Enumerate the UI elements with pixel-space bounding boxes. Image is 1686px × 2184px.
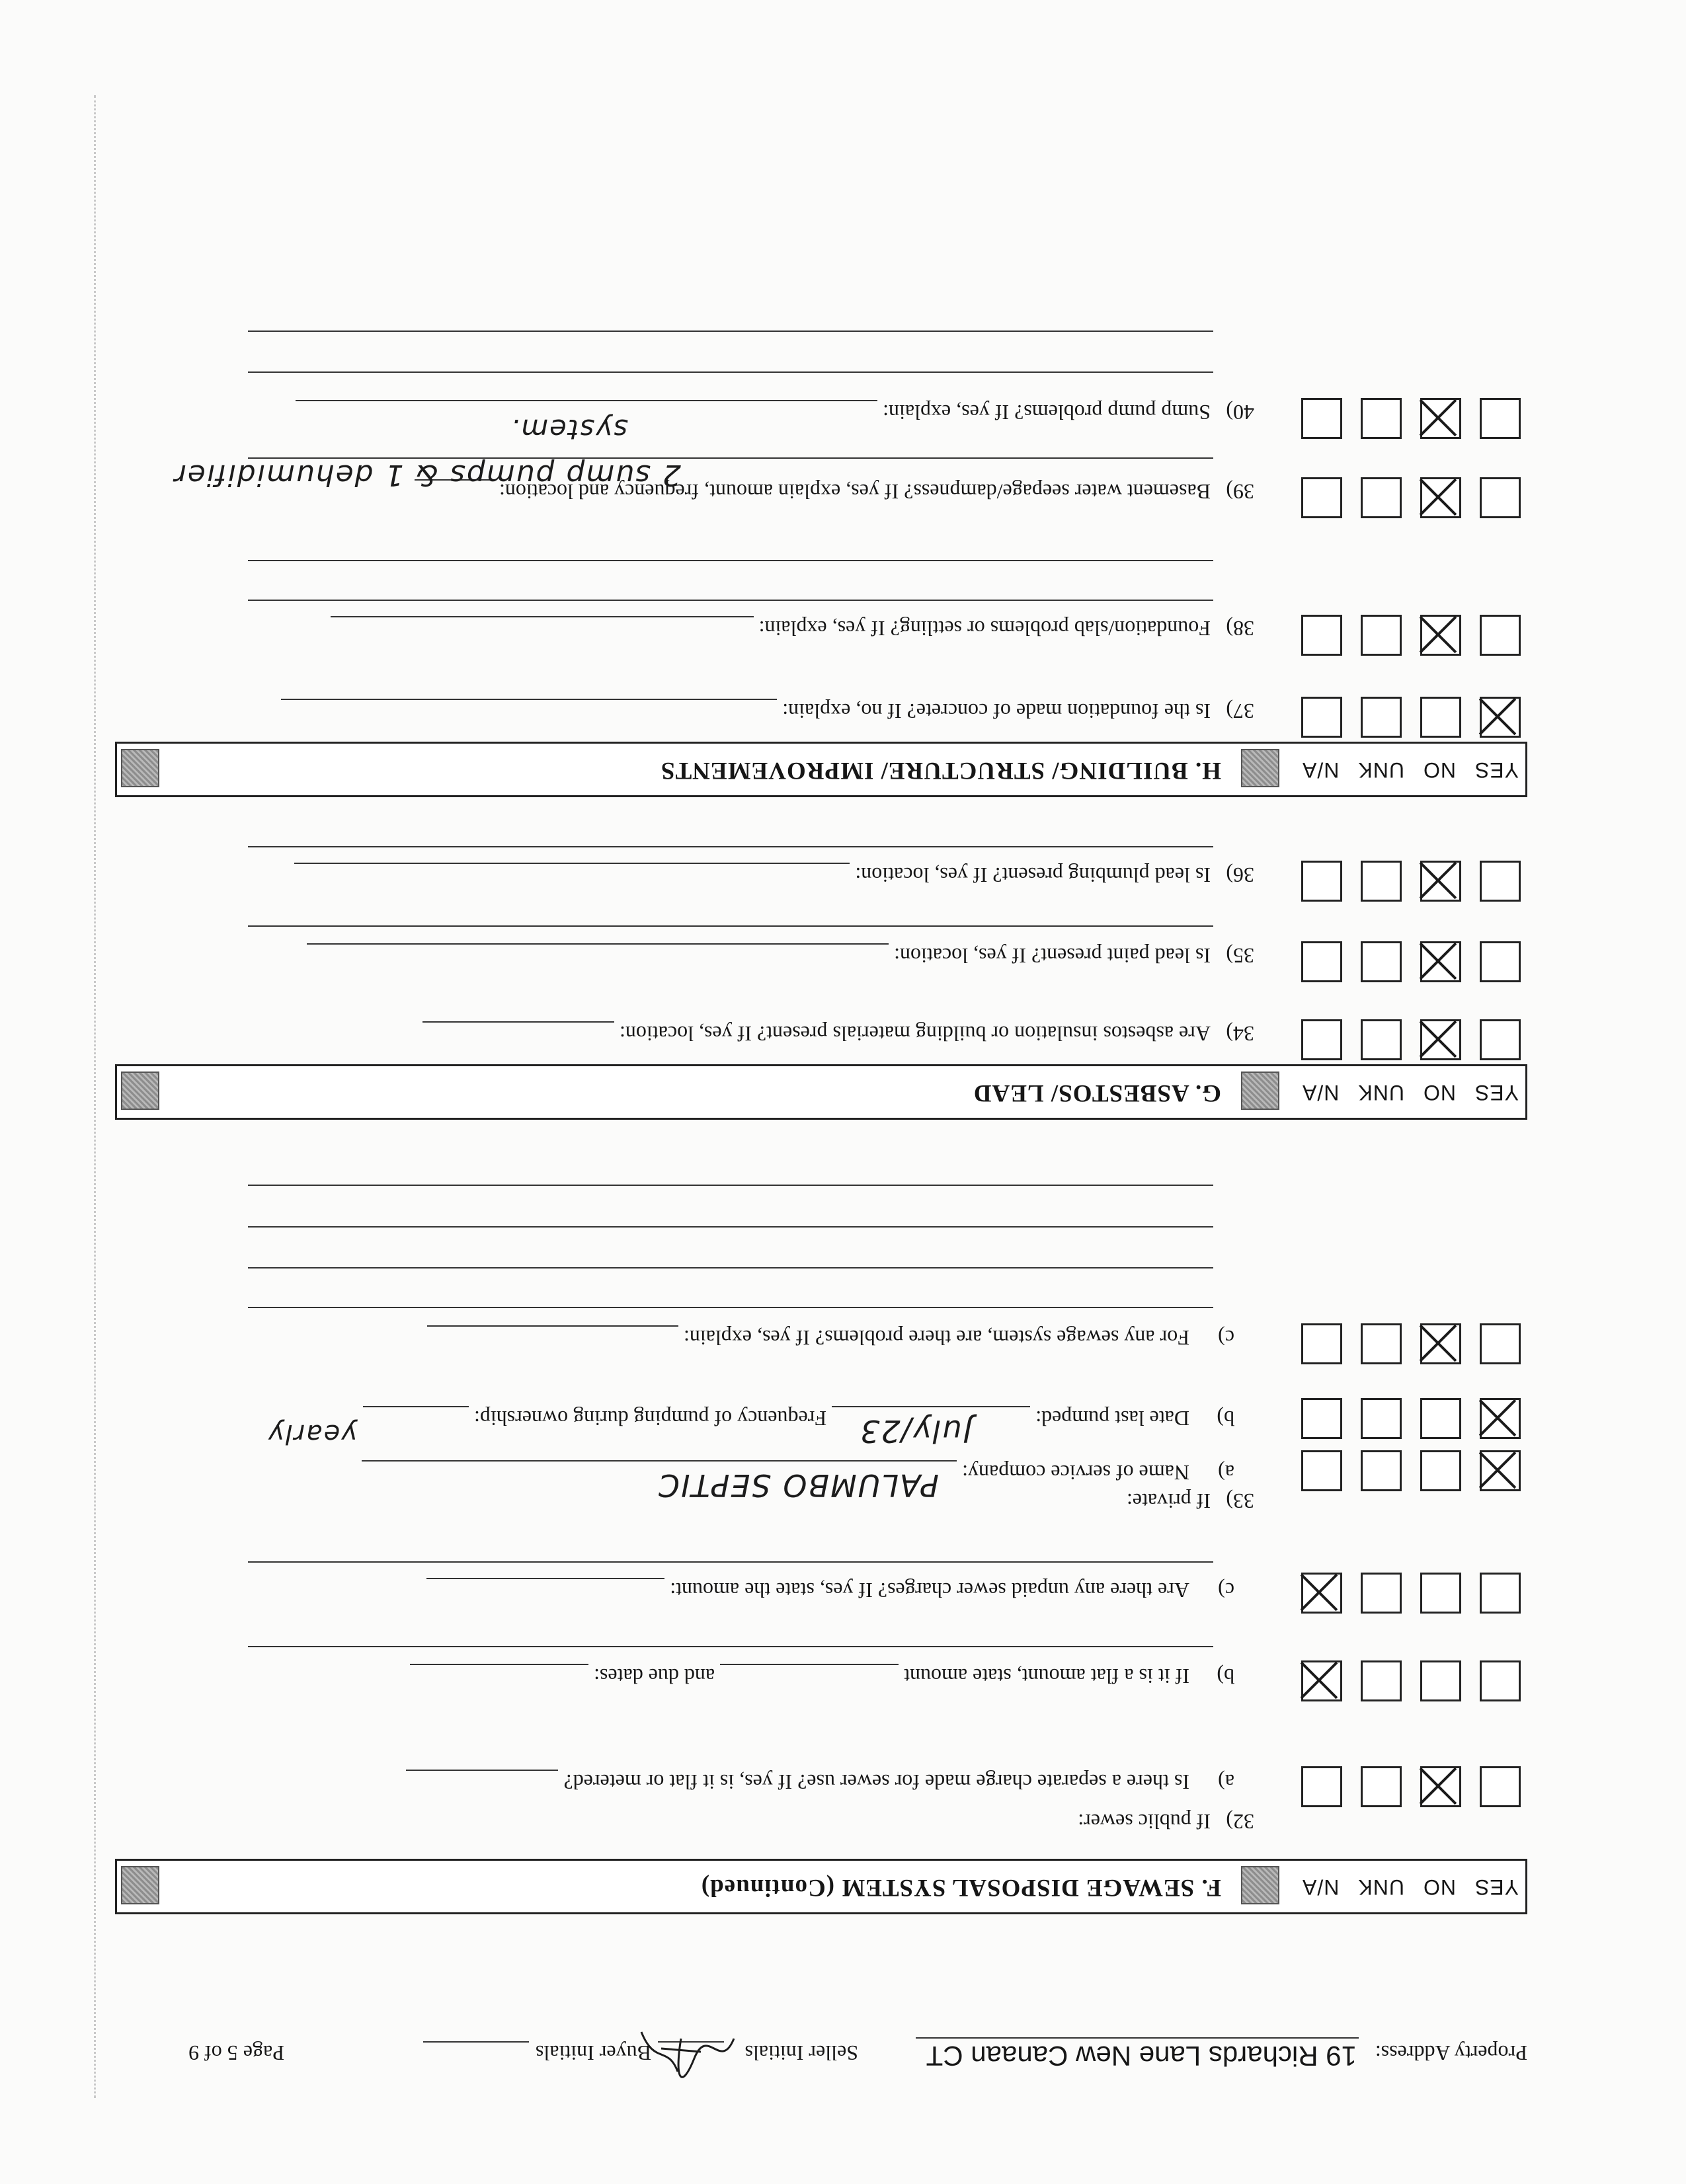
q38-no-checkbox[interactable]	[1420, 615, 1461, 656]
q37-question: 37)Is the foundation made of concrete? If no, explain:	[281, 699, 1254, 723]
q33c-no-checkbox[interactable]	[1420, 1323, 1461, 1364]
q34-unk-checkbox[interactable]	[1361, 1019, 1402, 1060]
q33b-yes-checkbox[interactable]	[1480, 1398, 1521, 1439]
q40-yes-checkbox[interactable]	[1480, 398, 1521, 439]
col-no: NO	[1422, 1875, 1456, 1899]
q33a-question: a)Name of service company:	[362, 1460, 1254, 1485]
q35-unk-checkbox[interactable]	[1361, 941, 1402, 982]
handwritten-service-company: PALUMBO SEPTIC	[657, 1467, 939, 1503]
q36-extra-line[interactable]	[248, 846, 1213, 847]
section-g-shade-left	[1241, 1072, 1279, 1110]
property-address-label: Property Address:	[1375, 2041, 1527, 2065]
q34-yes-checkbox[interactable]	[1480, 1019, 1521, 1060]
q34-na-checkbox[interactable]	[1301, 1019, 1342, 1060]
q38-answer-line[interactable]	[331, 616, 754, 637]
q32c-yes-checkbox[interactable]	[1480, 1573, 1521, 1614]
section-h-shade-right	[121, 749, 159, 787]
q40-line-1[interactable]	[248, 371, 1213, 373]
q33a-yes-checkbox[interactable]	[1480, 1450, 1521, 1491]
buyer-initials-line	[423, 2041, 529, 2043]
q37-na-checkbox[interactable]	[1301, 697, 1342, 738]
q39-question: 39)Basement water seepage/dampness? If yes, explain amount, frequency and location:	[415, 479, 1254, 504]
q39-na-checkbox[interactable]	[1301, 477, 1342, 518]
q37-no-checkbox[interactable]	[1420, 697, 1461, 738]
q35-na-checkbox[interactable]	[1301, 941, 1342, 982]
q32c-amount-line[interactable]	[426, 1578, 664, 1599]
q33c-unk-checkbox[interactable]	[1361, 1323, 1402, 1364]
q40-line-2[interactable]	[248, 331, 1213, 332]
q33b-unk-checkbox[interactable]	[1361, 1398, 1402, 1439]
q36-answer-line[interactable]	[294, 863, 850, 884]
q32a-no-checkbox[interactable]	[1420, 1766, 1461, 1807]
q33b-na-checkbox[interactable]	[1301, 1398, 1342, 1439]
col-no: NO	[1422, 758, 1456, 782]
q33b-question: b)Date last pumped:Frequency of pumping during ownership:	[363, 1406, 1254, 1430]
q33b-frequency-line[interactable]	[363, 1406, 469, 1427]
handwritten-frequency: yearly	[266, 1419, 357, 1449]
handwritten-date-last-pumped: July/23	[859, 1413, 972, 1449]
q36-na-checkbox[interactable]	[1301, 861, 1342, 902]
scan-edge-mark	[91, 95, 96, 2098]
q33c-answer-line[interactable]	[427, 1325, 678, 1346]
q32c-na-checkbox[interactable]	[1301, 1573, 1342, 1614]
q36-unk-checkbox[interactable]	[1361, 861, 1402, 902]
q33c-line-1[interactable]	[248, 1307, 1213, 1308]
q32-label: 32)If public sewer:	[1078, 1810, 1254, 1834]
q32a-unk-checkbox[interactable]	[1361, 1766, 1402, 1807]
q32a-yes-checkbox[interactable]	[1480, 1766, 1521, 1807]
seller-initials-signature	[635, 2012, 741, 2085]
q38-na-checkbox[interactable]	[1301, 615, 1342, 656]
q33b-no-checkbox[interactable]	[1420, 1398, 1461, 1439]
q32c-extra-line[interactable]	[248, 1561, 1213, 1563]
section-h-shade-left	[1241, 749, 1279, 787]
col-unk: UNK	[1357, 758, 1404, 782]
q32c-no-checkbox[interactable]	[1420, 1573, 1461, 1614]
q32c-question: c)Are there any unpaid sewer charges? If yes, state the amount:	[426, 1578, 1254, 1602]
q35-question: 35)Is lead paint present? If yes, location:	[307, 943, 1254, 968]
col-unk: UNK	[1357, 1875, 1404, 1899]
q33-label: 33)If private:	[1126, 1489, 1254, 1513]
q39-no-checkbox[interactable]	[1420, 477, 1461, 518]
q38-unk-checkbox[interactable]	[1361, 615, 1402, 656]
q40-question: 40)Sump pump problems? If yes, explain:	[296, 400, 1254, 424]
answer-columns	[1302, 1875, 1519, 1899]
q33c-yes-checkbox[interactable]	[1480, 1323, 1521, 1364]
q37-unk-checkbox[interactable]	[1361, 697, 1402, 738]
page-number: Page 5 of 9	[188, 2041, 284, 2065]
col-yes: YES	[1474, 758, 1519, 782]
q38-line-1[interactable]	[248, 600, 1213, 601]
section-h-title: H. BUILDING/ STRUCTURE/ IMPROVEMENTS	[660, 757, 1221, 784]
q35-yes-checkbox[interactable]	[1480, 941, 1521, 982]
col-no: NO	[1422, 1081, 1456, 1105]
q38-question: 38)Foundation/slab problems or settling? If yes, explain:	[331, 616, 1254, 641]
q32b-question: b)If it is a flat amount, state amountand due dates:	[410, 1664, 1254, 1688]
col-yes: YES	[1474, 1875, 1519, 1899]
q40-no-checkbox[interactable]	[1420, 398, 1461, 439]
q37-yes-checkbox[interactable]	[1480, 697, 1521, 738]
section-f-shade-right	[121, 1866, 159, 1904]
q35-extra-line[interactable]	[248, 925, 1213, 927]
q33a-no-checkbox[interactable]	[1420, 1450, 1461, 1491]
q40-unk-checkbox[interactable]	[1361, 398, 1402, 439]
page-header	[112, 2025, 1527, 2072]
q36-no-checkbox[interactable]	[1420, 861, 1461, 902]
q32b-yes-checkbox[interactable]	[1480, 1660, 1521, 1701]
q32c-unk-checkbox[interactable]	[1361, 1573, 1402, 1614]
q32b-unk-checkbox[interactable]	[1361, 1660, 1402, 1701]
q37-answer-line[interactable]	[281, 699, 777, 720]
q34-no-checkbox[interactable]	[1420, 1019, 1461, 1060]
section-f-title: F. SEWAGE DISPOSAL SYSTEM (Continued)	[700, 1874, 1221, 1901]
q32a-na-checkbox[interactable]	[1301, 1766, 1342, 1807]
handwritten-q39-line1: 2 sump pumps & 1 dehumidifier	[173, 458, 681, 492]
q39-yes-checkbox[interactable]	[1480, 477, 1521, 518]
q40-na-checkbox[interactable]	[1301, 398, 1342, 439]
section-g-title: G. ASBESTOS/ LEAD	[973, 1079, 1221, 1107]
col-na: N/A	[1302, 1081, 1340, 1105]
q32b-na-checkbox[interactable]	[1301, 1660, 1342, 1701]
section-g-header	[115, 1064, 1527, 1120]
q36-question: 36)Is lead plumbing present? If yes, location:	[294, 863, 1254, 887]
q32b-no-checkbox[interactable]	[1420, 1660, 1461, 1701]
property-address-value: 19 Richards Lane New Canaan CT	[926, 2041, 1357, 2072]
q36-yes-checkbox[interactable]	[1480, 861, 1521, 902]
section-h-header	[115, 742, 1527, 797]
section-f-header	[115, 1859, 1527, 1914]
q33a-unk-checkbox[interactable]	[1361, 1450, 1402, 1491]
q33c-na-checkbox[interactable]	[1301, 1323, 1342, 1364]
q39-unk-checkbox[interactable]	[1361, 477, 1402, 518]
col-na: N/A	[1302, 758, 1340, 782]
q33a-na-checkbox[interactable]	[1301, 1450, 1342, 1491]
answer-columns	[1302, 1080, 1519, 1105]
col-na: N/A	[1302, 1875, 1340, 1899]
q35-answer-line[interactable]	[307, 943, 889, 964]
address-underline	[916, 2037, 1359, 2039]
q38-yes-checkbox[interactable]	[1480, 615, 1521, 656]
handwritten-q39-line2: system.	[509, 413, 628, 446]
buyer-initials-label: Buyer Initials	[535, 2041, 651, 2065]
answer-columns	[1302, 758, 1519, 782]
q32b-amount-line[interactable]	[720, 1664, 899, 1685]
q33c-line-2[interactable]	[248, 1267, 1213, 1268]
seller-initials-label: Seller Initials	[744, 2041, 858, 2065]
q35-no-checkbox[interactable]	[1420, 941, 1461, 982]
q33c-line-4[interactable]	[248, 1185, 1213, 1186]
q38-line-2[interactable]	[248, 560, 1213, 561]
section-g-shade-right	[121, 1072, 159, 1110]
q32a-answer-line[interactable]	[407, 1770, 559, 1791]
q34-question: 34)Are asbestos insulation or building materials present? If yes, location:	[422, 1021, 1254, 1046]
section-f-shade-left	[1241, 1866, 1279, 1904]
q32b-extra-line[interactable]	[248, 1646, 1213, 1647]
col-unk: UNK	[1357, 1081, 1404, 1105]
q33c-question: c)For any sewage system, are there problems? If yes, explain:	[427, 1325, 1254, 1350]
col-yes: YES	[1474, 1081, 1519, 1105]
q32a-question: a)Is there a separate charge made for sewer use? If yes, is it flat or metered?	[407, 1770, 1255, 1794]
q33c-line-3[interactable]	[248, 1226, 1213, 1228]
q32b-due-dates-line[interactable]	[410, 1664, 588, 1685]
q34-answer-line[interactable]	[422, 1021, 614, 1042]
